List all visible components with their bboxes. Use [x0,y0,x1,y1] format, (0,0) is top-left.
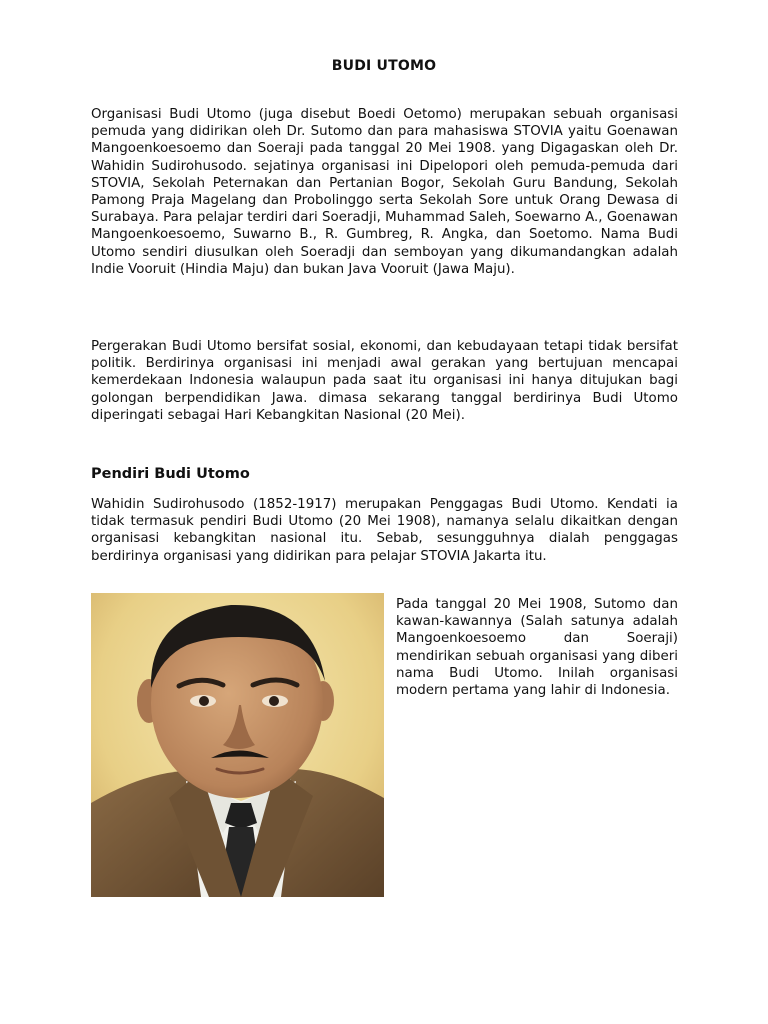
paragraph-intro: Organisasi Budi Utomo (juga disebut Boedi Oetomo) merupakan sebuah organisasi pemuda yang didirikan oleh Dr. Sutomo dan para mahasiswa STOVIA yaitu Goenawan Mangoenkoesoemo dan Soeraji pada tanggal 20 Mei 1908. yang Digagaskan oleh Dr. Wahidin Sudirohusodo. sejatinya organisasi ini Dipelopori oleh pemuda-pemuda dari STOVIA, Sekolah Peternakan dan Pertanian Bogor, Sekolah Guru Bandung, Sekolah Pamong Praja Magelang dan Probolinggo serta Sekolah Sore untuk Orang Dewasa di Surabaya. Para pelajar terdiri dari Soeradji, Muhammad Saleh, Soewarno A., Goenawan Mangoenkoesoemo, Suwarno B., R. Gumbreg, R. Angka, dan Soetomo. Nama Budi Utomo sendiri diusulkan oleh Soeradji dan semboyan yang dikumandangkan adalah Indie Vooruit (Hindia Maju) dan bukan Java Vooruit (Jawa Maju). [91,107,678,277]
document-title: BUDI UTOMO [331,58,437,74]
paragraph-founder: Wahidin Sudirohusodo (1852-1917) merupakan Penggagas Budi Utomo. Kendati ia tidak termasuk pendiri Budi Utomo (20 Mei 1908), namanya selalu dikaitkan dengan organisasi kebangkitan nasional itu. Sebab, sesungguhnya dialah penggagas berdirinya organisasi yang didirikan para pelajar STOVIA Jakarta itu. [91,497,678,564]
portrait-image [91,593,384,897]
paragraph-movement: Pergerakan Budi Utomo bersifat sosial, ekonomi, dan kebudayaan tetapi tidak bersifat politik. Berdirinya organisasi ini menjadi awal gerakan yang bertujuan mencapai kemerdekaan Indonesia walaupun pada saat itu organisasi ini hanya ditujukan bagi golongan berpendidikan Jawa. dimasa sekarang tanggal berdirinya Budi Utomo diperingati sebagai Hari Kebangkitan Nasional (20 Mei). [91,339,678,423]
side-paragraph: Pada tanggal 20 Mei 1908, Sutomo dan kawan-kawannya (Salah satunya adalah Mangoenkoesoemo dan Soeraji) mendirikan sebuah organisasi yang diberi nama Budi Utomo. Inilah organisasi modern pertama yang lahir di Indonesia. [396,597,678,699]
section-heading: Pendiri Budi Utomo [91,466,250,482]
